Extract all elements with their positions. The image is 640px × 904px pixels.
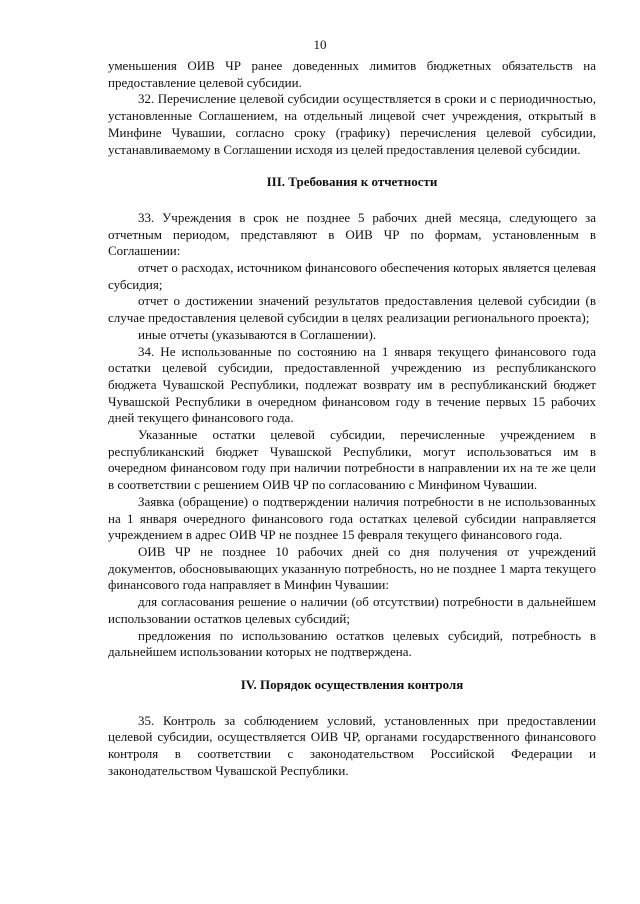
paragraph: Указанные остатки целевой субсидии, перечисленные учреждением в республиканский бюджет Чувашской Республики, могут использоваться им в очередном финансовом году при наличии потребности в направлении их на те же цели в соответствии с решением ОИВ ЧР по согласованию с Минфином Чувашии. [108, 427, 596, 493]
paragraph: для согласования решение о наличии (об отсутствии) потребности в дальнейшем использовании остатков целевых субсидий; [108, 594, 596, 626]
paragraph: 34. Не использованные по состоянию на 1 января текущего финансового года остатки целевой субсидии, предоставленной учреждению из республиканского бюджета Чувашской Республики, подлежат возврату им в республиканский бюджет Чувашской Республики в очередном финансовом году в течение первых 15 рабочих дней текущего финансового года. [108, 343, 596, 426]
paragraph: Заявка (обращение) о подтверждении наличия потребности в не использованных на 1 января очередного финансового года остатках целевой субсидии направляется учреждением в адрес ОИВ ЧР не позднее 15 февраля текущего финансового года. [108, 493, 596, 543]
paragraph: предложения по использованию остатков целевых субсидий, потребность в дальнейшем использовании которых не подтверждена. [108, 627, 596, 660]
paragraph: отчет о расходах, источником финансового обеспечения которых является целевая субсидия; [108, 260, 596, 292]
page-number: 10 [313, 37, 327, 52]
paragraph: ОИВ ЧР не позднее 10 рабочих дней со дня получения от учреждений документов, обосновывающих указанную потребность, но не позднее 1 марта текущего финансового года направляет в Минфин Чувашии: [108, 543, 596, 593]
section-heading-3: III. Требования к отчетности [266, 174, 438, 190]
paragraph: 33. Учреждения в срок не позднее 5 рабочих дней месяца, следующего за отчетным периодом, представляют в ОИВ ЧР по формам, установленным в Соглашении: [108, 209, 596, 259]
paragraph: отчет о достижении значений результатов предоставления целевой субсидии (в случае предоставления целевой субсидии в целях реализации регионального проекта); [108, 293, 596, 326]
paragraph: 32. Перечисление целевой субсидии осуществляется в сроки и с периодичностью, установленные Соглашением, на отдельный лицевой счет учреждения, открытый в Минфине Чувашии, согласно сроку (графику) перечисления целевой субсидии, устанавливаемому в Соглашении исходя из целей предоставления целевой субсидии. [108, 91, 596, 157]
document-body [108, 58, 596, 779]
paragraph: уменьшения ОИВ ЧР ранее доведенных лимитов бюджетных обязательств на предоставление целевой субсидии. [108, 58, 596, 90]
paragraph: 35. Контроль за соблюдением условий, установленных при предоставлении целевой субсидии, осуществляется ОИВ ЧР, органами государственного финансового контроля в соответствии с законодательством Российской Федерации и законодательством Чувашской Республики. [108, 712, 596, 778]
paragraph: иные отчеты (указываются в Соглашении). [138, 326, 377, 342]
section-heading-4: IV. Порядок осуществления контроля [240, 676, 464, 692]
